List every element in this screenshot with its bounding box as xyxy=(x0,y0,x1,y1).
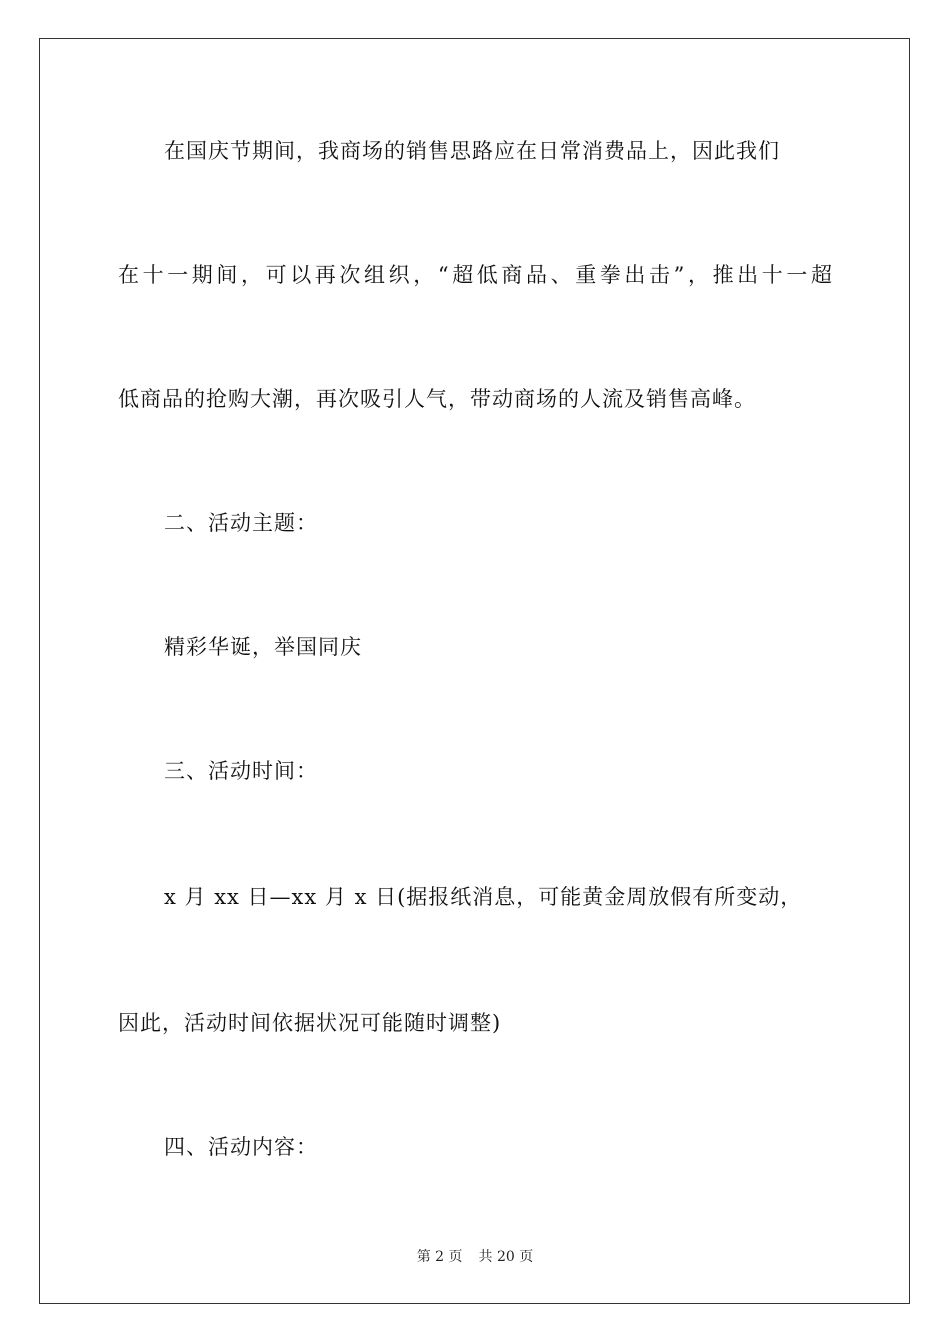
page-footer xyxy=(0,1248,950,1266)
body-text-line: 低商品的抢购大潮，再次吸引人气，带动商场的人流及销售高峰。 xyxy=(118,387,756,411)
page-number: 第 2 页 xyxy=(416,1249,463,1265)
section-heading-theme: 二、活动主题： xyxy=(164,511,318,535)
theme-text: 精彩华诞，举国同庆 xyxy=(164,635,362,659)
time-text-line: x 月 xx 日—xx 月 x 日(据报纸消息，可能黄金周放假有所变动， xyxy=(164,885,803,909)
page-total: 共 20 页 xyxy=(478,1249,534,1265)
body-text-line: 在国庆节期间，我商场的销售思路应在日常消费品上，因此我们 xyxy=(164,139,780,163)
section-heading-time: 三、活动时间： xyxy=(164,759,318,783)
section-heading-content: 四、活动内容： xyxy=(164,1135,318,1159)
page-frame xyxy=(39,38,910,1304)
time-text-line: 因此，活动时间依据状况可能随时调整) xyxy=(118,1011,502,1035)
body-text-line: 在十一期间，可以再次组织，“超低商品、重拳出击”，推出十一超 xyxy=(118,263,832,287)
